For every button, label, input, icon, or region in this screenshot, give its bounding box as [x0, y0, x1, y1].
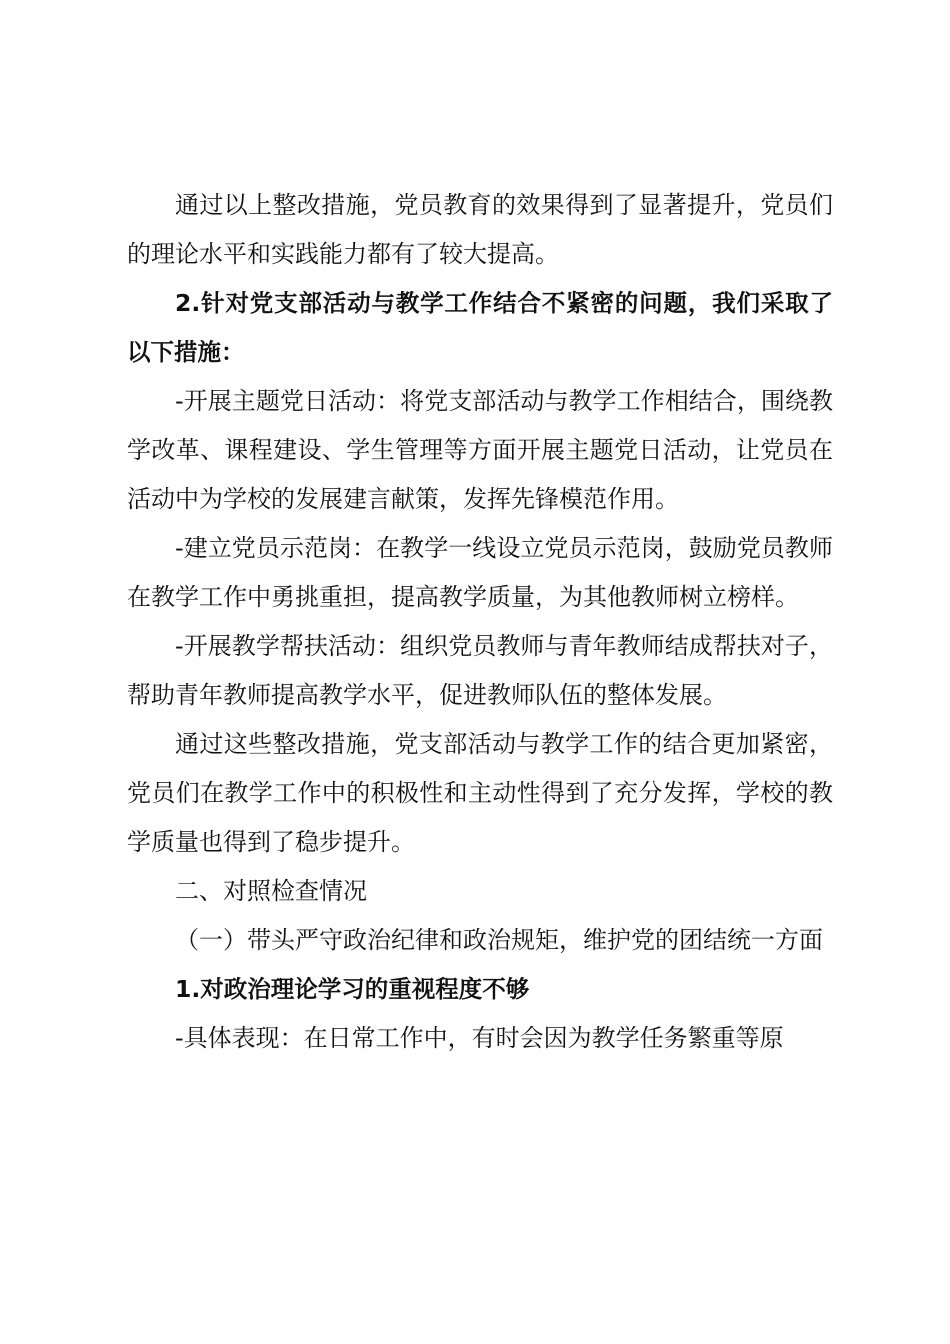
heading-branch-activity-measures: 2.针对党支部活动与教学工作结合不紧密的问题，我们采取了以下措施： [127, 289, 833, 366]
paragraph-theme-party-day: -开展主题党日活动：将党支部活动与教学工作相结合，围绕教学改革、课程建设、学生管理等方面开展主题党日活动，让党员在活动中为学校的发展建言献策，发挥先锋模范作用。 [127, 387, 833, 513]
paragraph-teaching-assistance: -开展教学帮扶活动：组织党员教师与青年教师结成帮扶对子，帮助青年教师提高教学水平，促进教师队伍的整体发展。 [127, 632, 833, 709]
paragraph-rectification-summary: 通过以上整改措施，党员教育的效果得到了显著提升，党员们的理论水平和实践能力都有了较大提高。 [127, 191, 833, 268]
paragraph-specific-performance: -具体表现：在日常工作中，有时会因为教学任务繁重等原 [175, 1024, 784, 1052]
subsection-heading-political-discipline: （一）带头严守政治纪律和政治规矩，维护党的团结统一方面 [175, 926, 823, 954]
paragraph-measures-result: 通过这些整改措施，党支部活动与教学工作的结合更加紧密，党员们在教学工作中的积极性和主动性得到了充分发挥，学校的教学质量也得到了稳步提升。 [127, 730, 833, 856]
heading-theory-study: 1.对政治理论学习的重视程度不够 [175, 975, 530, 1003]
document-body [127, 181, 833, 1063]
paragraph-model-post: -建立党员示范岗：在教学一线设立党员示范岗，鼓励党员教师在教学工作中勇挑重担，提高教学质量，为其他教师树立榜样。 [127, 534, 833, 611]
section-heading-comparison-check: 二、对照检查情况 [175, 877, 367, 905]
